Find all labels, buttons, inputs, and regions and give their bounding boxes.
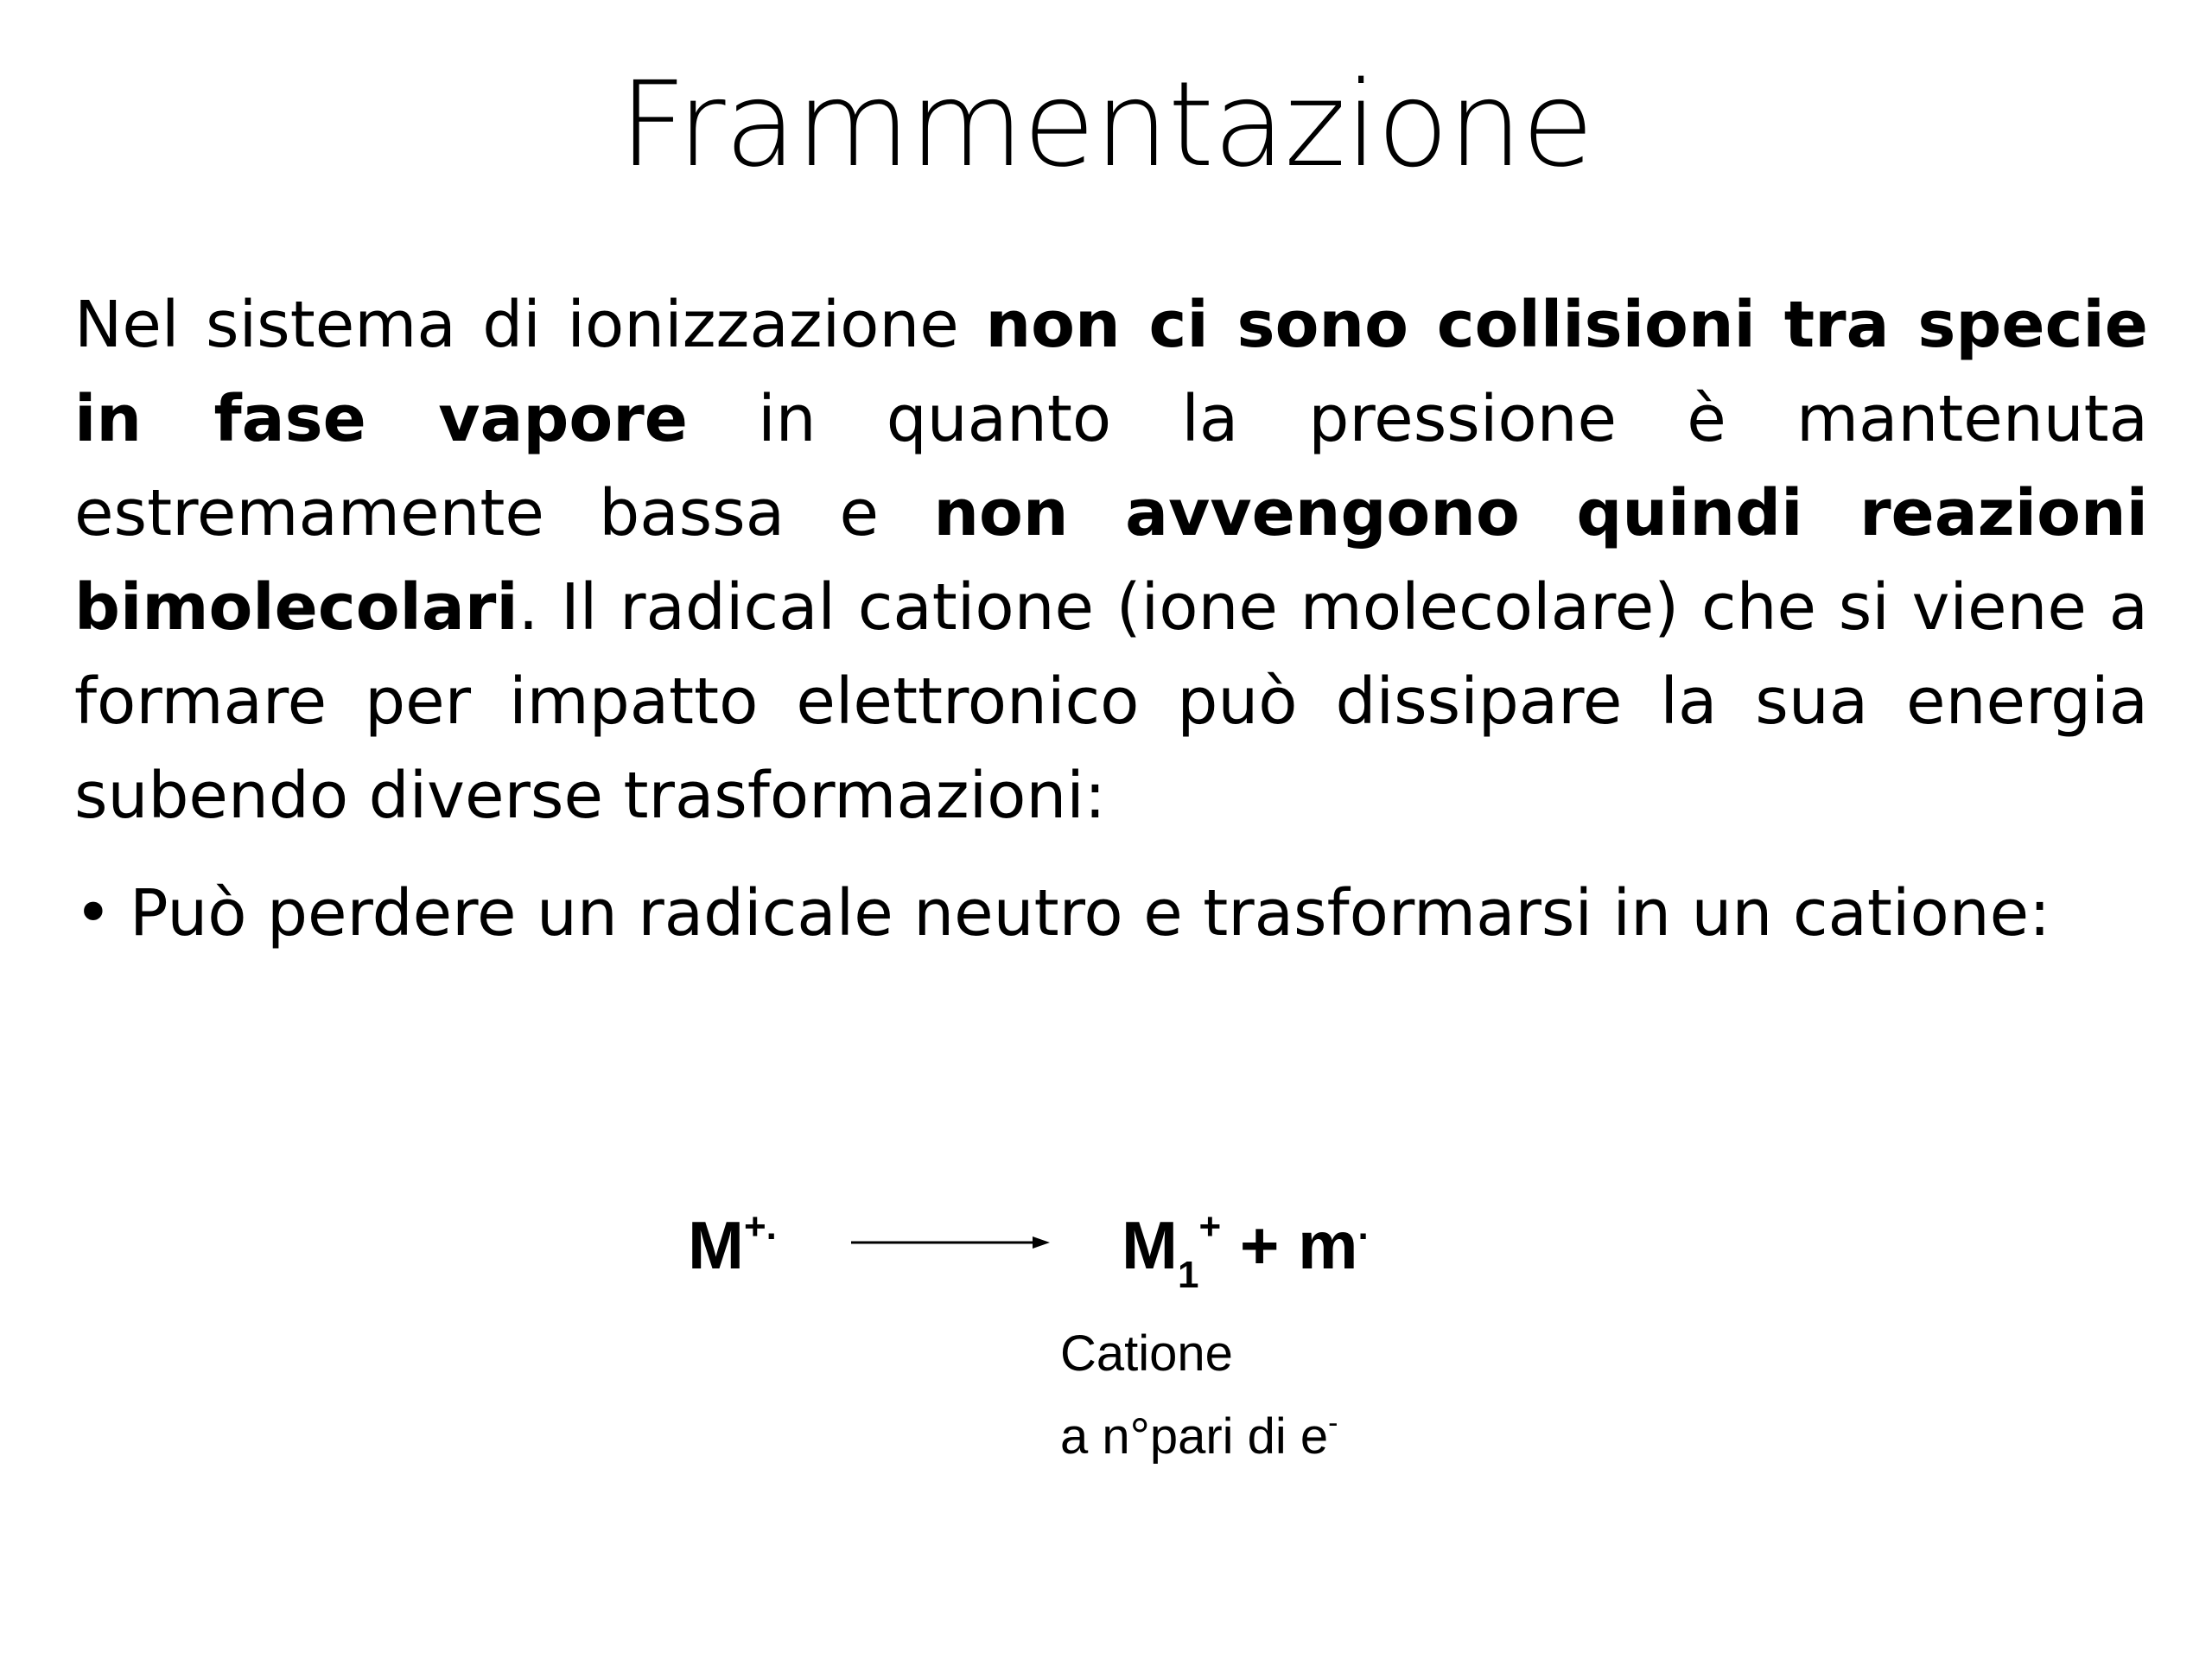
reactant-symbol: M — [688, 1207, 744, 1283]
slide-title: Frammentazione — [619, 57, 1593, 194]
paragraph-text: Nel sistema di ionizzazione — [74, 288, 986, 362]
cation-annotation — [1060, 1319, 1338, 1471]
paragraph-text: in quanto la pressione è mantenuta estremamente bassa e — [74, 382, 2148, 550]
product1-symbol: M — [1122, 1207, 1178, 1283]
product1-charge: + — [1198, 1205, 1222, 1248]
fragmentation-equation — [0, 1197, 2212, 1300]
product2-charge: . — [1357, 1205, 1369, 1248]
equation-products — [1122, 1205, 1369, 1297]
paragraph-bold-text: non avvengono quindi reazioni bimolecolari — [74, 476, 2149, 645]
annotation-line2-text: a n°pari di e — [1060, 1408, 1329, 1465]
paragraph-text: . Il radical catione (ione molecolare) che si viene a formare per impatto elettronico può dissipare la sua energia subendo diverse trasformazioni: — [74, 570, 2148, 833]
reaction-arrow-icon — [851, 1230, 1050, 1255]
body-paragraph — [74, 278, 2148, 843]
bullet-item — [74, 867, 2148, 961]
equation-reactant — [688, 1205, 777, 1285]
bullet-text: Può perdere un radicale neutro e trasformarsi in un catione: — [130, 876, 2051, 950]
reactant-charge: +. — [743, 1205, 777, 1248]
annotation-line1: Catione — [1060, 1325, 1233, 1382]
annotation-electron-charge: - — [1328, 1407, 1338, 1440]
product2-symbol: m — [1298, 1207, 1358, 1283]
plus-sign: + — [1221, 1207, 1299, 1283]
annotation-line2 — [1060, 1389, 1338, 1471]
product1-subscript: 1 — [1177, 1254, 1199, 1296]
paragraph-bold-text: non ci sono collisioni tra specie in fase vapore — [74, 288, 2148, 456]
bullet-marker: • — [74, 876, 112, 950]
